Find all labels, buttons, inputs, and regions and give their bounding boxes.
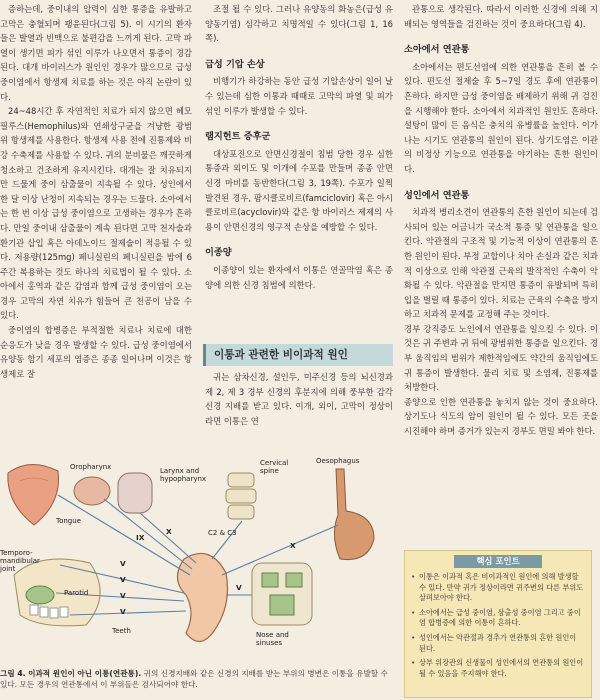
caption-title: 그림 4. 이과적 원인이 아닌 이통(연관통). xyxy=(0,669,142,678)
nerve-mark: V xyxy=(120,607,126,616)
key-point-item: • 소아에서는 급성 중이염, 삼출성 중이염 그리고 중이염 합병증에 의한 이통이 흔하다. xyxy=(411,608,585,629)
paragraph: 비행기가 하강하는 동안 급성 기압손상이 일어 날 수 있는데 심한 이통과 때때로 고막의 파열 및 피가 섞인 이루가 발생할 수 있다. xyxy=(205,76,393,116)
paragraph: 대상포진으로 안면신경절이 침범 당한 경우 심한 통증과 외이도 및 이개에 수포를 만들며 종종 안면신경 마비를 동반한다(그림 3, 19쪽). 수포가 일찍 발견된 경우, 팜시클로비르(famciclovir) 혹은 아시클로비르(acyclovir)와 같은 항 바이러스 제제의 사용이 안면신경의 영구적 손상을 예방할 수 있다. xyxy=(205,148,393,232)
section-heading: 램지헌트 증후군 xyxy=(205,131,271,143)
label-tongue: Tongue xyxy=(56,517,81,525)
paragraph: 조절 될 수 있다. 그러나 유양동의 화농은(급성 유양동기염) 심각하고 치명적일 수 있다(그림 1, 16쪽). xyxy=(205,4,393,44)
paragraph: 증하는데, 중이내의 압력이 심한 통증을 유발하고 고막은 충혈되며 팽윤된다(그림 5). 이 시기의 환자들은 발열과 빈맥으로 불편감을 느끼게 된다. 고막 파열이 생기면 피가 섞인 이루가 나오면서 통증이 경감된다. 대개 바이러스가 원인인 경우가 많으므로 급성 중이염에서 항생제 치료를 하는 것은 아직 논란이 있다. xyxy=(0,4,192,102)
paragraph: 24~48시간 후 자연적인 치료가 되지 않으면 헤모필루스(Hemophilus)와 연쇄상구균을 겨냥한 광범위 항생제를 사용한다. 항생제 사용 전에 진통제와 비강 수축제를 사용할 수 있다. 귀의 분비물은 깨끗하게 청소하고 건조하게 유지시킨다. 대개는 잘 치유되지만 드물게 중이 삼출물이 지속될 수 있다. 성인에서 한 달 이상 난청이 지속되는 경우는 드물다. 소아에서는 한 번 이상 급성 중이염으로 고생하는 경우가 흔하다. 만일 중이내 삼출물이 계속 된다면 고막 천자술과 환기관 삽입 혹은 아데노이드 절제술이 적응될 수 있다. 저용량(125mg) 페니실린의 페니실린을 밤에 6주간 복용하는 것도 하나의 치료법이 될 수 있다. 소아에서 홍역과 같은 감염과 함께 급성 중이염이 오는 경우 고막의 자연 치유가 힘들어 큰 천공이 남을 수 있다. xyxy=(0,106,192,321)
text-column-right xyxy=(404,2,598,439)
section-heading: 성인에서 연관통 xyxy=(404,189,470,201)
nerve-mark: V xyxy=(120,575,126,584)
oesophagus-drawing xyxy=(334,469,374,560)
section-heading: 이종양 xyxy=(205,247,232,259)
key-points-title: 핵심 포인트 xyxy=(454,555,542,568)
key-point-item: • 이통은 이과적 혹은 비이과적인 원인에 의해 발생할 수 있다. 만약 귀가 정상이라면 귀주변의 다른 부위도 살펴보아야 한다. xyxy=(411,572,585,604)
label-oesophagus: Oesophagus xyxy=(316,457,360,465)
parotid-drawing xyxy=(26,586,54,604)
referred-pain-illustration xyxy=(0,455,392,667)
nerve-mark: IX xyxy=(136,533,145,542)
caption-text: 귀의 신경지배와 같은 신경의 지배를 받는 부위의 병변은 이통을 유발할 수 있다. 모든 경우의 연관통에서 이 부위들은 검사되어야 한다. xyxy=(0,669,388,689)
paragraph: 치과적 병리소견이 연관통의 흔한 원인이 되는데 검사되어 있는 어금니가 국소적 통증 및 연관통을 일으킨다. 악관절의 구조적 및 기능적 이상이 연관통의 흔한 원인이 된다. 부정 교합이나 치아 손실과 같은 치과적 이상으로 인해 악관절 근육의 발작적인 수축이 악화될 수 있다. 악관절을 만지면 통증이 유발되며 특히 입을 벌릴 때 통증이 있다. 치료는 근육의 수축을 방지하고 치과적 문제를 교정해 주는 것이다. 경부 강직증도 노인에서 연관통을 일으킬 수 있다. 이것은 귀 주변과 귀 뒤에 광범위한 통증을 일으킨다. 경부 움직임의 범위가 제한적임에도 약간의 움직임에도 귀 통증이 발생한다. 물리 치료 및 소염제, 진통제를 처방한다. 종양으로 인한 연관통을 놓치지 않는 것이 중요하다. 상기도나 식도의 암이 원인이 될 수 있다. 모든 곳을 시진해야 하며 증거가 있는지 경부도 면밀 봐야 한다. xyxy=(404,207,598,437)
paragraph: 중이염의 합병증은 부적절한 치료나 치료에 대한 순응도가 낮을 경우 발생할 수 있다. 급성 중이염에서 유양동 함기 세포의 염증은 종종 일어나며 이것은 항생제로 잘 xyxy=(0,325,192,379)
key-point-item: • 성인에서는 악관절과 경추가 연관통의 흔한 원인이 된다. xyxy=(411,633,585,654)
nerve-mark: V xyxy=(120,591,126,600)
label-parotid: Parotid xyxy=(64,589,89,597)
nerve-mark: V xyxy=(236,583,242,592)
cervical-spine-drawing xyxy=(226,473,256,519)
nerve-mark: V xyxy=(120,559,126,568)
section-heading: 급성 기압 손상 xyxy=(205,58,265,70)
paragraph: 이종양이 있는 환자에서 이통은 연골막염 혹은 종양에 의한 신경 침범에 의한다. xyxy=(205,264,393,290)
text-column-middle xyxy=(205,2,393,292)
label-c2-c3: C2 & C3 xyxy=(208,529,237,537)
section-banner: 이통과 관련한 비이과적 원인 xyxy=(203,344,393,366)
text-column-left xyxy=(0,2,192,381)
paragraph: 관통으로 생각된다. 따라서 이러한 신경에 의해 지배되는 영역들을 검진하는 것이 중요하다(그림 4). xyxy=(404,4,598,29)
label-tmj: Temporo-mandibular joint xyxy=(0,549,40,573)
label-oropharynx: Oropharynx xyxy=(70,463,112,471)
key-points-list xyxy=(411,572,585,679)
key-point-item: • 상부 위장관의 신생물이 성인에서의 연관통의 원인이 될 수 있음을 주지해야 한다. xyxy=(411,658,585,679)
oropharynx-drawing xyxy=(74,477,110,505)
nose-sinuses-drawing xyxy=(252,563,312,625)
nerve-mark: X xyxy=(166,527,172,536)
tongue-drawing xyxy=(8,464,59,525)
figure-caption xyxy=(0,668,392,690)
nerve-mark: X xyxy=(290,541,296,550)
anatomy-diagram xyxy=(0,455,392,667)
section-heading: 소아에서 연관통 xyxy=(404,44,470,56)
key-points-box xyxy=(404,550,592,698)
paragraph: 귀는 삼차신경, 설인두, 미주신경 등의 뇌신경과 제 2, 제 3 경부 신경의 후분지에 의해 풍부한 감각신경 지배를 받고 있다. 이개, 외이, 고막이 정상이라면 이통은 연 xyxy=(205,372,393,426)
label-larynx: Larynx and hypopharynx xyxy=(160,467,207,483)
text-column-middle-lower xyxy=(205,370,393,428)
ear-drawing xyxy=(177,553,227,641)
label-nose-sinuses: Nose and sinuses xyxy=(256,631,289,647)
paragraph: 소아에서는 편도선염에 의한 연관통을 흔히 볼 수 있다. 편도선 절제술 후 5~7일 경도 후에 연관통이 흔하다. 하지만 급성 중이염을 배제하기 위해 귀 검진을 시행해야 한다. 소아에서 치과적인 원인도 흔하다. 설탕이 많이 든 음식은 충치의 유병률을 높인다. 이가 나는 시기도 연관통의 원인이 된다. 상기도염은 이관의 비정상 기능으로 연관통을 야기하는 흔한 원인이다. xyxy=(404,61,598,174)
larynx-drawing xyxy=(118,473,152,513)
label-cervical-spine: Cervical spine xyxy=(260,459,289,475)
label-teeth: Teeth xyxy=(112,627,131,635)
